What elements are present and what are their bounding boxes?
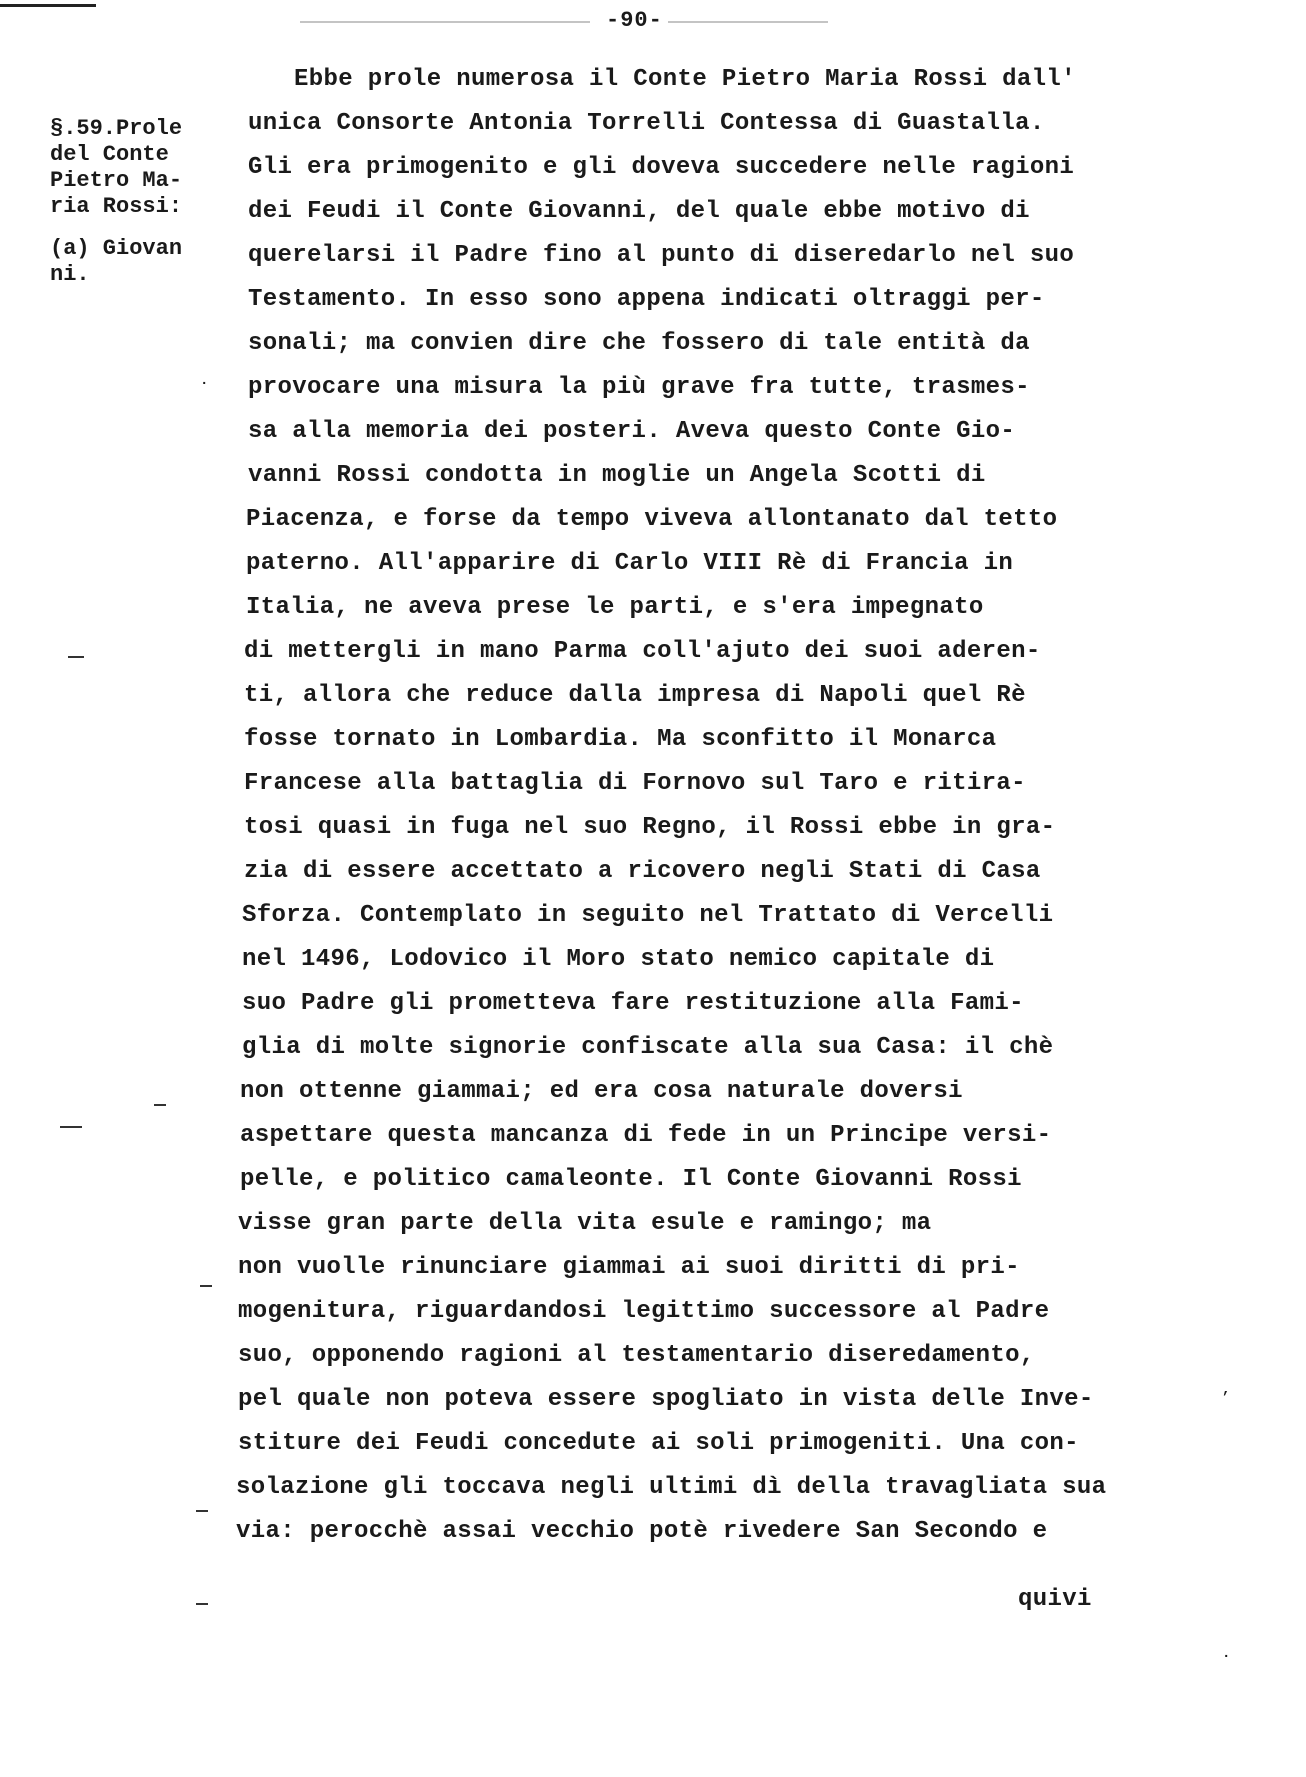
margin-mark — [60, 1126, 82, 1128]
text-line: Francese alla battaglia di Fornovo sul Taro e ritira- — [244, 770, 1026, 797]
text-line: Ebbe prole numerosa il Conte Pietro Maria Rossi dall' — [294, 66, 1076, 93]
text-line: nel 1496, Lodovico il Moro stato nemico capitale di — [242, 946, 995, 973]
margin-mark — [154, 1104, 166, 1106]
text-line: stiture dei Feudi concedute ai soli primogeniti. Una con- — [238, 1430, 1079, 1457]
text-line: mogenitura, riguardandosi legittimo successore al Padre — [238, 1298, 1050, 1325]
text-line: solazione gli toccava negli ultimi dì della travagliata sua — [236, 1474, 1107, 1501]
margin-section-title: §.59.Prole del Conte Pietro Ma- ria Rossi: — [50, 116, 183, 219]
text-line: di mettergli in mano Parma coll'ajuto dei suoi aderen- — [244, 638, 1041, 665]
text-line: suo, opponendo ragioni al testamentario diseredamento, — [238, 1342, 1035, 1369]
text-line: zia di essere accettato a ricovero negli Stati di Casa — [244, 858, 1041, 885]
text-line: Testamento. In esso sono appena indicati oltraggi per- — [248, 286, 1045, 313]
text-line: Piacenza, e forse da tempo viveva allontanato dal tetto — [246, 506, 1058, 533]
text-line: aspettare questa mancanza di fede in un Principe versi- — [240, 1122, 1052, 1149]
text-line: Italia, ne aveva prese le parti, e s'era impegnato — [246, 594, 984, 621]
text-line: pel quale non poteva essere spogliato in vista delle Inve- — [238, 1386, 1094, 1413]
margin-speck: , — [1222, 1382, 1231, 1398]
text-line: provocare una misura la più grave fra tutte, trasmes- — [248, 374, 1030, 401]
text-line: tosi quasi in fuga nel suo Regno, il Rossi ebbe in gra- — [244, 814, 1056, 841]
margin-mark — [196, 1510, 208, 1512]
text-line: non ottenne giammai; ed era cosa naturale doversi — [240, 1078, 963, 1105]
text-line: glia di molte signorie confiscate alla sua Casa: il chè — [242, 1034, 1054, 1061]
text-line: fosse tornato in Lombardia. Ma sconfitto il Monarca — [244, 726, 997, 753]
text-line: dei Feudi il Conte Giovanni, del quale ebbe motivo di — [248, 198, 1030, 225]
text-line: non vuolle rinunciare giammai ai suoi diritti di pri- — [238, 1254, 1020, 1281]
margin-mark — [200, 1285, 212, 1287]
text-line: via: perocchè assai vecchio potè rivedere San Secondo e — [236, 1518, 1048, 1545]
margin-mark — [68, 656, 84, 658]
margin-mark — [196, 1603, 208, 1605]
text-line: sa alla memoria dei posteri. Aveva questo Conte Gio- — [248, 418, 1016, 445]
margin-speck: · — [200, 376, 209, 392]
margin-speck: . — [1222, 1646, 1231, 1662]
catchword: quivi — [1018, 1586, 1092, 1613]
text-line: querelarsi il Padre fino al punto di diseredarlo nel suo — [248, 242, 1075, 269]
text-line: pelle, e politico camaleonte. Il Conte Giovanni Rossi — [240, 1166, 1022, 1193]
text-line: paterno. All'apparire di Carlo VIII Rè di Francia in — [246, 550, 1014, 577]
text-line: unica Consorte Antonia Torrelli Contessa di Guastalla. — [248, 110, 1045, 137]
text-line: Gli era primogenito e gli doveva succedere nelle ragioni — [248, 154, 1075, 181]
text-line: vanni Rossi condotta in moglie un Angela Scotti di — [248, 462, 986, 489]
text-line: sonali; ma convien dire che fossero di tale entità da — [248, 330, 1030, 357]
text-line: suo Padre gli prometteva fare restituzione alla Fami- — [242, 990, 1024, 1017]
margin-subsection-title: (a) Giovan ni. — [50, 236, 183, 287]
page-number: -90- — [606, 8, 663, 33]
text-line: Sforza. Contemplato in seguito nel Trattato di Vercelli — [242, 902, 1054, 929]
text-line: ti, allora che reduce dalla impresa di Napoli quel Rè — [244, 682, 1026, 709]
text-line: visse gran parte della vita esule e ramingo; ma — [238, 1210, 932, 1237]
